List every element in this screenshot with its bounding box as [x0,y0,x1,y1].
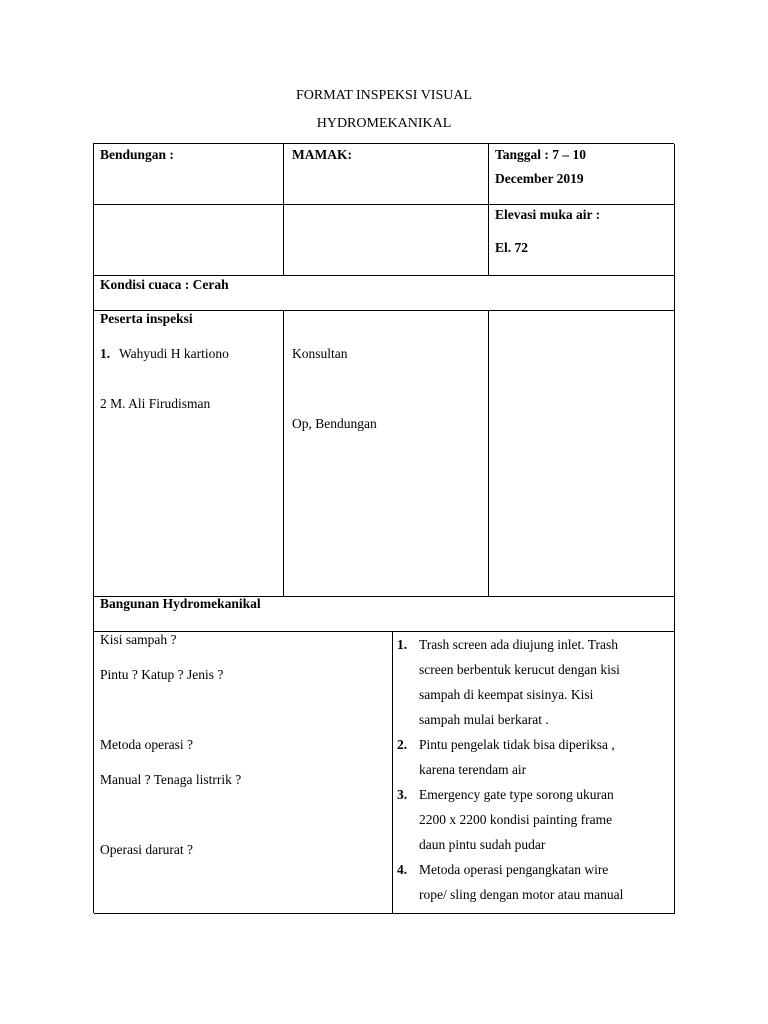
peserta-2-name: 2 M. Ali Firudisman [100,396,211,411]
questions-cell [94,632,393,914]
peserta-2-role: Op, Bendungan [292,416,377,431]
finding-1-line: Trash screen ada diujung inlet. Trash [419,637,618,652]
finding-1-number: 1. [397,637,408,652]
elevasi-value: El. 72 [495,240,529,255]
question-manual-listrik: Manual ? Tenaga listrrik ? [100,772,242,787]
finding-1-line: screen berbentuk kerucut dengan kisi [419,662,620,677]
finding-4-line: Metoda operasi pengangkatan wire [419,862,609,877]
mamak-cell [284,144,489,205]
finding-2-line: Pintu pengelak tidak bisa diperiksa , [419,737,615,752]
finding-2 [393,732,674,782]
inspection-form-table [93,143,674,913]
finding-4-line: rope/ sling dengan motor atau manual [419,887,624,902]
finding-4 [393,857,674,907]
finding-2-line: karena terendam air [419,762,527,777]
form-title: FORMAT INSPEKSI VISUAL [295,88,473,103]
peserta-1-name: Wahyudi H kartiono [119,346,229,361]
tanggal-label: Tanggal : 7 – 10 [495,147,587,162]
elevasi-cell [489,205,675,276]
empty-cell-c [489,311,675,597]
finding-1-line: sampah di keempat sisinya. Kisi [419,687,594,702]
finding-2-number: 2. [397,737,408,752]
findings-cell [393,632,675,914]
tanggal-cell [489,144,675,205]
form-subtitle: HYDROMEKANIKAL [316,116,452,131]
peserta-heading: Peserta inspeksi [100,311,193,326]
question-metoda-operasi: Metoda operasi ? [100,737,193,752]
peserta-1-number: 1. [100,346,111,361]
bangunan-heading: Bangunan Hydromekanikal [100,596,261,611]
kondisi-cuaca: Kondisi cuaca : Cerah [100,277,229,292]
finding-4-number: 4. [397,862,408,877]
finding-3 [393,782,674,857]
tanggal-value: December 2019 [495,171,584,186]
finding-3-line: 2200 x 2200 kondisi painting frame [419,812,613,827]
mamak-label: MAMAK: [292,147,352,162]
bendungan-label: Bendungan : [100,147,174,162]
finding-1 [393,632,674,732]
question-operasi-darurat: Operasi darurat ? [100,842,193,857]
elevasi-label: Elevasi muka air : [495,207,601,222]
bendungan-cell [94,144,284,205]
question-pintu-katup: Pintu ? Katup ? Jenis ? [100,667,224,682]
finding-3-number: 3. [397,787,408,802]
finding-3-line: Emergency gate type sorong ukuran [419,787,614,802]
findings-list [393,632,674,907]
kondisi-cuaca-cell [94,276,675,311]
finding-3-line: daun pintu sudah pudar [419,837,546,852]
empty-cell-b [284,205,489,276]
peserta-1-role: Konsultan [292,346,348,361]
peserta-cell [94,311,284,597]
finding-1-line: sampah mulai berkarat . [419,712,549,727]
empty-cell-a [94,205,284,276]
peserta-role-cell [284,311,489,597]
bangunan-cell [94,597,675,632]
question-kisi-sampah: Kisi sampah ? [100,632,177,647]
